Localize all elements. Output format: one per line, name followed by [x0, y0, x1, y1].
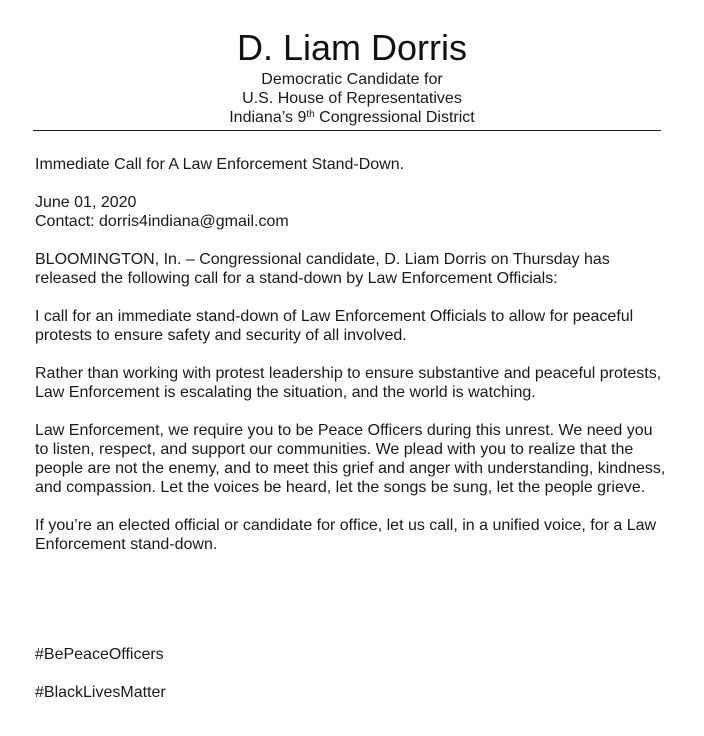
- candidate-party-line: Democratic Candidate for: [261, 71, 443, 88]
- paragraph-escalation: Rather than working with protest leadership to ensure substantive and peaceful protests, Law Enforcement is escalating the situation, and the world is watching.: [35, 365, 662, 401]
- hashtag-list: [35, 645, 166, 721]
- paragraph-call: I call for an immediate stand-down of Law Enforcement Officials to allow for peaceful protests to ensure safety and security of all involved.: [35, 308, 634, 344]
- release-title: Immediate Call for A Law Enforcement Stand-Down.: [35, 156, 405, 173]
- release-contact: Contact: dorris4indiana@gmail.com: [35, 213, 289, 230]
- candidate-office-line: U.S. House of Representatives: [242, 90, 462, 107]
- hashtag-black-lives-matter: #BlackLivesMatter: [35, 684, 166, 701]
- header-divider: [33, 130, 661, 131]
- letterhead: [0, 26, 704, 127]
- press-release-body: [35, 155, 670, 573]
- paragraph-dateline: BLOOMINGTON, In. – Congressional candidate, D. Liam Dorris on Thursday has released the following call for a stand-down by Law Enforcement Officials:: [35, 251, 610, 287]
- release-date: June 01, 2020: [35, 194, 137, 211]
- district-label: Congressional District: [314, 109, 475, 126]
- paragraph-peace-officers: Law Enforcement, we require you to be Peace Officers during this unrest. We need you to listen, respect, and support our communities. We plead with you to realize that the people are not the enemy, and to meet this grief and anger with understanding, kindness, and compassion. Let the voices be heard, let the songs be sung, let the people grieve.: [35, 422, 666, 496]
- paragraph-unified-voice: If you’re an elected official or candidate for office, let us call, in a unified voice, for a Law Enforcement stand-down.: [35, 517, 657, 553]
- candidate-name: D. Liam Dorris: [236, 27, 468, 68]
- candidate-district-line: [0, 108, 704, 127]
- district-state: Indiana’s 9: [229, 109, 307, 126]
- hashtag-be-peace-officers: #BePeaceOfficers: [35, 646, 164, 663]
- district-ordinal-suffix: th: [306, 109, 315, 120]
